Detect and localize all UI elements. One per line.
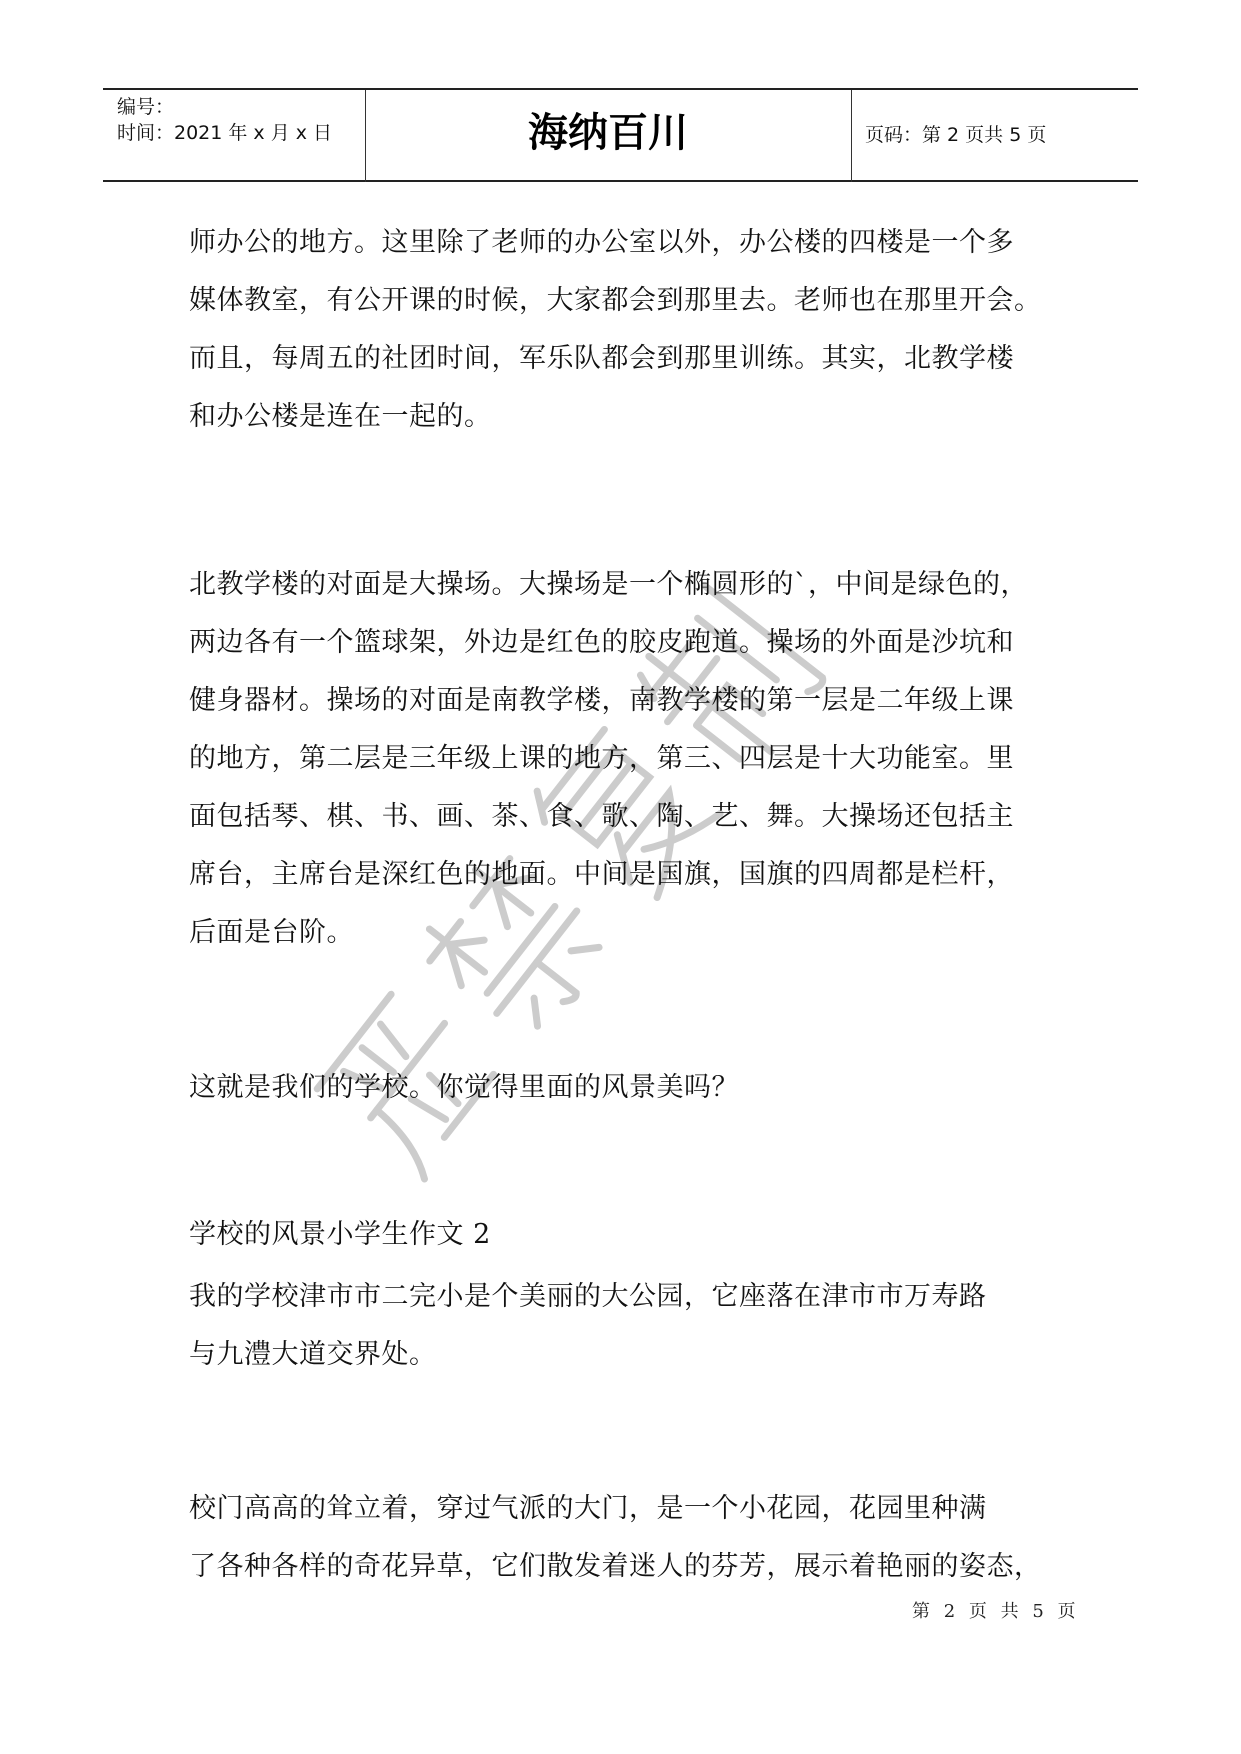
- body-line: 与九澧大道交界处。: [189, 1339, 437, 1370]
- body-line: 健身器材。操场的对面是南教学楼，南教学楼的第一层是二年级上课: [189, 685, 1014, 716]
- body-line: 两边各有一个篮球架，外边是红色的胶皮跑道。操场的外面是沙坑和: [189, 627, 1014, 658]
- header-number-label: 编号：: [117, 96, 175, 118]
- body-line: 师办公的地方。这里除了老师的办公室以外，办公楼的四楼是一个多: [189, 227, 1014, 258]
- body-line: 和办公楼是连在一起的。: [189, 401, 492, 432]
- body-line: 的地方，第二层是三年级上课的地方，第三、四层是十大功能室。里: [189, 743, 1014, 774]
- body-line: 而且，每周五的社团时间，军乐队都会到那里训练。其实，北教学楼: [189, 343, 1014, 374]
- body-line: 面包括琴、棋、书、画、茶、食、歌、陶、艺、舞。大操场还包括主: [189, 801, 1014, 832]
- section-heading: 学校的风景小学生作文 2: [189, 1219, 491, 1250]
- body-line: 北教学楼的对面是大操场。大操场是一个椭圆形的`，中间是绿色的，: [189, 569, 1028, 600]
- body-line: 了各种各样的奇花异草，它们散发着迷人的芬芳，展示着艳丽的姿态，: [189, 1551, 1042, 1582]
- header-page-label: 页码：第 2 页共 5 页: [865, 124, 1047, 146]
- document-header: [103, 88, 1138, 182]
- body-line: 这就是我们的学校。你觉得里面的风景美吗？: [189, 1072, 739, 1103]
- body-line: 后面是台阶。: [189, 917, 354, 948]
- header-time-label: 时间：2021 年 x 月 x 日: [117, 122, 333, 144]
- body-line: 席台，主席台是深红色的地面。中间是国旗，国旗的四周都是栏杆，: [189, 859, 1014, 890]
- header-divider-right: [851, 90, 852, 182]
- header-meta: [117, 94, 332, 146]
- body-line: 我的学校津市市二完小是个美丽的大公园，它座落在津市市万寿路: [189, 1281, 987, 1312]
- header-title: 海纳百川: [528, 110, 688, 156]
- page-footer: 第 2 页 共 5 页: [912, 1601, 1080, 1622]
- body-line: 校门高高的耸立着，穿过气派的大门，是一个小花园，花园里种满: [189, 1493, 987, 1524]
- body-line: 媒体教室，有公开课的时候，大家都会到那里去。老师也在那里开会。: [189, 285, 1042, 316]
